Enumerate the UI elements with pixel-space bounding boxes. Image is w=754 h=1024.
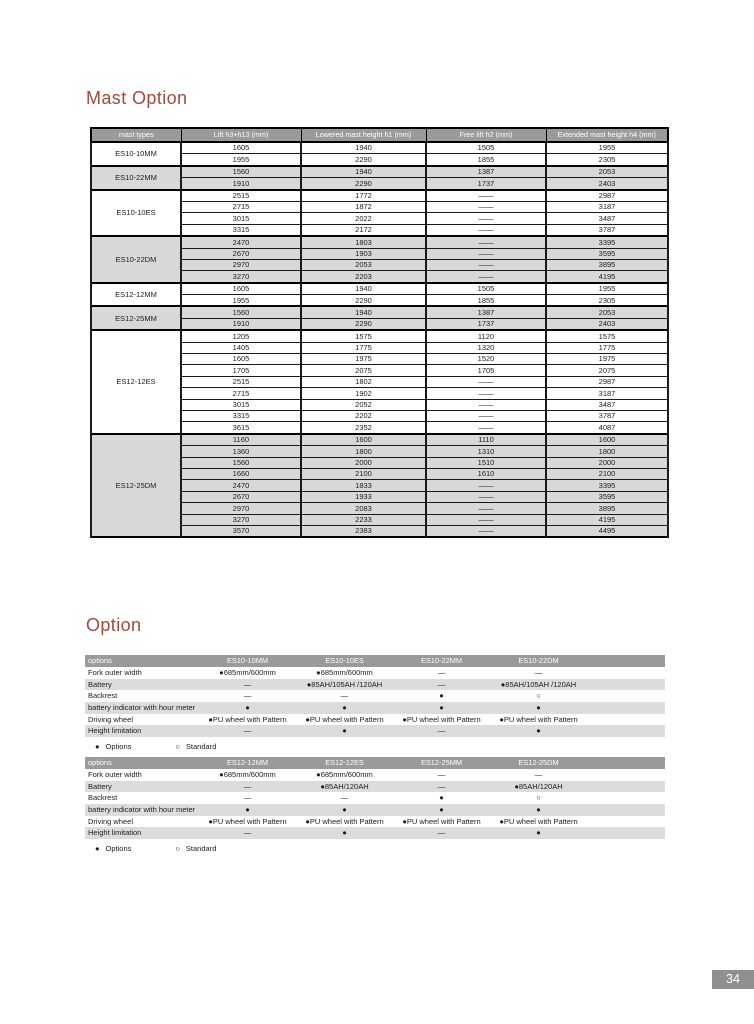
mast-value-cell: 3270 — [181, 514, 301, 525]
mast-value-cell: 2100 — [301, 468, 426, 479]
options-header-cell: options — [88, 656, 112, 665]
mast-table-row — [91, 306, 668, 318]
mast-value-cell: 2470 — [181, 480, 301, 491]
option-value-cell: ●PU wheel with Pattern — [208, 714, 287, 724]
option-value-cell: ●PU wheel with Pattern — [305, 714, 384, 724]
mast-value-cell: 1940 — [301, 306, 426, 318]
mast-value-cell: 1520 — [426, 354, 546, 365]
mast-value-cell: 2515 — [181, 376, 301, 387]
mast-value-cell: 1120 — [426, 330, 546, 342]
mast-value-cell: 1872 — [301, 201, 426, 212]
option-row-label: Fork outer width — [88, 668, 142, 677]
mast-value-cell: —— — [426, 248, 546, 259]
option-table-row — [85, 690, 665, 702]
option-value-cell: — — [437, 726, 446, 736]
row-filler-cell — [587, 804, 665, 816]
legend-item — [175, 844, 216, 853]
model-header-cell: ES12-25MM — [420, 758, 463, 767]
mast-value-cell: 2987 — [546, 190, 668, 202]
legend-label: Standard — [185, 742, 217, 752]
mast-value-cell: 2383 — [301, 525, 426, 537]
mast-value-cell: 1775 — [301, 342, 426, 353]
option-value-cell: ● — [342, 805, 347, 815]
mast-value-cell: 1387 — [426, 166, 546, 178]
option-value-cell: — — [437, 781, 446, 791]
mast-value-cell: 1955 — [181, 154, 301, 166]
mast-value-cell: —— — [426, 525, 546, 537]
option-value-cell: — — [340, 691, 349, 701]
option-row-label: Height limitation — [88, 726, 142, 736]
option-table-row — [85, 679, 665, 691]
mast-value-cell: 1705 — [426, 365, 546, 376]
row-filler-cell — [587, 769, 665, 781]
option-value-cell: — — [243, 828, 252, 838]
option-value-cell: — — [534, 668, 543, 677]
mast-table-row — [91, 190, 668, 202]
mast-value-cell: 2053 — [301, 259, 426, 270]
mast-value-cell: 2053 — [546, 306, 668, 318]
mast-value-cell: 2202 — [301, 410, 426, 421]
option-value-cell: ●85AH/105AH /120AH — [306, 679, 383, 689]
mast-value-cell: 1933 — [301, 491, 426, 502]
mast-value-cell: 1737 — [426, 178, 546, 190]
option-value-cell: ●685mm/600mm — [219, 770, 276, 779]
option-table-body — [85, 667, 665, 737]
mast-value-cell: —— — [426, 190, 546, 202]
option-value-cell: ● — [439, 703, 444, 713]
mast-value-cell: —— — [426, 213, 546, 224]
mast-value-cell: 2403 — [546, 178, 668, 190]
mast-value-cell: 2670 — [181, 248, 301, 259]
mast-value-cell: 2290 — [301, 318, 426, 330]
mast-value-cell: —— — [426, 410, 546, 421]
mast-header-cell: Extended mast height h4 (mm) — [546, 128, 668, 142]
option-value-cell: — — [340, 793, 349, 803]
mast-value-cell: 1405 — [181, 342, 301, 353]
option-value-cell: ● — [536, 703, 541, 713]
legend-label: Options — [105, 844, 132, 854]
mast-value-cell: 1605 — [181, 142, 301, 154]
option-row-label: Backrest — [88, 691, 118, 701]
option-row-label: Backrest — [88, 793, 118, 803]
option-value-cell: ●PU wheel with Pattern — [208, 816, 287, 826]
mast-value-cell: 3787 — [546, 410, 668, 421]
mast-value-cell: 3395 — [546, 236, 668, 248]
mast-value-cell: —— — [426, 376, 546, 387]
mast-value-cell: —— — [426, 514, 546, 525]
mast-value-cell: 1605 — [181, 283, 301, 295]
option-value-cell: ●PU wheel with Pattern — [499, 714, 578, 724]
option-value-cell: — — [243, 679, 252, 689]
option-section-title: Option — [86, 615, 142, 635]
mast-value-cell: —— — [426, 491, 546, 502]
mast-value-cell: 1975 — [546, 354, 668, 365]
row-filler-cell — [587, 725, 665, 737]
option-value-cell: — — [437, 679, 446, 689]
model-header-cell: ES12-12MM — [226, 758, 269, 767]
option-table-header-row — [85, 757, 665, 769]
mast-value-cell: 1955 — [181, 295, 301, 307]
option-value-cell: ● — [245, 805, 250, 815]
row-filler-cell — [587, 714, 665, 726]
option-value-cell: ● — [439, 805, 444, 815]
mast-value-cell: 3895 — [546, 259, 668, 270]
mast-value-cell: 3615 — [181, 422, 301, 434]
mast-value-cell: 1903 — [301, 248, 426, 259]
mast-value-cell: 4195 — [546, 514, 668, 525]
mast-value-cell: 3895 — [546, 503, 668, 514]
standard-marker-icon: ○ — [175, 844, 180, 854]
mast-value-cell: 1800 — [301, 446, 426, 457]
mast-value-cell: 1560 — [181, 457, 301, 468]
mast-value-cell: 2075 — [546, 365, 668, 376]
option-value-cell: ●PU wheel with Pattern — [499, 816, 578, 826]
option-value-cell: ● — [439, 793, 444, 803]
mast-value-cell: 2000 — [546, 457, 668, 468]
option-value-cell: ●85AH/120AH — [320, 781, 369, 791]
mast-value-cell: 3595 — [546, 248, 668, 259]
mast-value-cell: 3187 — [546, 201, 668, 212]
mast-header-cell: Lowered mast height h1 (mm) — [301, 128, 426, 142]
model-header-cell: ES10-10MM — [226, 656, 269, 665]
mast-value-cell: 1705 — [181, 365, 301, 376]
mast-value-cell: —— — [426, 503, 546, 514]
mast-value-cell: 2403 — [546, 318, 668, 330]
row-filler-cell — [587, 827, 665, 839]
mast-value-cell: 1320 — [426, 342, 546, 353]
header-filler-cell — [587, 655, 665, 667]
mast-value-cell: 1737 — [426, 318, 546, 330]
option-value-cell: ●85AH/105AH /120AH — [500, 679, 577, 689]
mast-value-cell: 1110 — [426, 434, 546, 446]
options-marker-icon: ● — [95, 844, 100, 854]
mast-value-cell: 1910 — [181, 318, 301, 330]
option-value-cell: — — [243, 726, 252, 736]
mast-value-cell: 1940 — [301, 142, 426, 154]
mast-value-cell: 1955 — [546, 142, 668, 154]
option-value-cell: ●PU wheel with Pattern — [305, 816, 384, 826]
option-table-legend — [85, 742, 665, 751]
model-header-cell: ES12-12ES — [325, 758, 364, 767]
mast-value-cell: 1855 — [426, 295, 546, 307]
mast-value-cell: 1800 — [546, 446, 668, 457]
mast-type-cell: ES10-10MM — [91, 142, 181, 166]
mast-value-cell: 2290 — [301, 295, 426, 307]
row-filler-cell — [587, 679, 665, 691]
mast-value-cell: 1775 — [546, 342, 668, 353]
mast-value-cell: 3787 — [546, 224, 668, 236]
mast-value-cell: 4087 — [546, 422, 668, 434]
mast-value-cell: —— — [426, 201, 546, 212]
mast-value-cell: 3187 — [546, 388, 668, 399]
mast-value-cell: 1310 — [426, 446, 546, 457]
mast-value-cell: 1387 — [426, 306, 546, 318]
mast-value-cell: 1575 — [301, 330, 426, 342]
model-header-cell: ES10-22MM — [420, 656, 463, 665]
mast-type-cell: ES12-25DM — [91, 434, 181, 538]
option-value-cell: ● — [439, 691, 444, 701]
mast-value-cell: 2305 — [546, 154, 668, 166]
mast-type-cell: ES10-10ES — [91, 190, 181, 237]
option-value-cell: ●685mm/600mm — [316, 668, 373, 677]
row-filler-cell — [587, 816, 665, 828]
mast-value-cell: 1803 — [301, 236, 426, 248]
option-table-row — [85, 816, 665, 828]
option-row-label: Driving wheel — [88, 714, 134, 724]
option-value-cell: — — [243, 781, 252, 791]
option-value-cell: ○ — [536, 793, 541, 803]
option-value-cell: — — [243, 691, 252, 701]
row-filler-cell — [587, 702, 665, 714]
mast-value-cell: 2290 — [301, 178, 426, 190]
mast-value-cell: 2470 — [181, 236, 301, 248]
option-table-legend — [85, 844, 665, 853]
option-row-label: Height limitation — [88, 828, 142, 838]
mast-type-cell: ES12-12MM — [91, 283, 181, 307]
mast-value-cell: 2670 — [181, 491, 301, 502]
mast-option-section-title: Mast Option — [86, 88, 188, 108]
option-row-label: Fork outer width — [88, 770, 142, 779]
option-table-row — [85, 792, 665, 804]
model-header-cell: ES10-22DM — [518, 656, 559, 665]
mast-value-cell: 1505 — [426, 142, 546, 154]
option-table-row — [85, 714, 665, 726]
mast-value-cell: 1940 — [301, 283, 426, 295]
mast-value-cell: 1910 — [181, 178, 301, 190]
mast-value-cell: 3395 — [546, 480, 668, 491]
options-header-cell: options — [88, 758, 112, 767]
mast-table-row — [91, 142, 668, 154]
row-filler-cell — [587, 690, 665, 702]
mast-value-cell: 2053 — [546, 166, 668, 178]
mast-value-cell: —— — [426, 388, 546, 399]
option-table-row — [85, 769, 665, 781]
mast-value-cell: 1940 — [301, 166, 426, 178]
page-number-badge: 34 — [712, 970, 754, 989]
mast-value-cell: 3315 — [181, 410, 301, 421]
row-filler-cell — [587, 667, 665, 679]
option-value-cell: — — [437, 770, 446, 779]
mast-value-cell: 1605 — [181, 354, 301, 365]
mast-value-cell: —— — [426, 480, 546, 491]
mast-value-cell: 2352 — [301, 422, 426, 434]
mast-value-cell: 4195 — [546, 271, 668, 283]
mast-value-cell: 2970 — [181, 503, 301, 514]
mast-types-header-cell: mast types — [91, 128, 181, 142]
options-marker-icon: ● — [95, 742, 100, 752]
mast-value-cell: 3015 — [181, 213, 301, 224]
mast-value-cell: 1833 — [301, 480, 426, 491]
mast-type-cell: ES12-12ES — [91, 330, 181, 434]
mast-value-cell: 1160 — [181, 434, 301, 446]
mast-value-cell: 1802 — [301, 376, 426, 387]
mast-value-cell: —— — [426, 224, 546, 236]
mast-value-cell: 1660 — [181, 468, 301, 479]
legend-item — [95, 742, 131, 751]
mast-value-cell: —— — [426, 422, 546, 434]
mast-value-cell: 1505 — [426, 283, 546, 295]
mast-value-cell: 2172 — [301, 224, 426, 236]
mast-value-cell: 3570 — [181, 525, 301, 537]
mast-value-cell: 3270 — [181, 271, 301, 283]
mast-value-cell: 2000 — [301, 457, 426, 468]
option-value-cell: — — [243, 793, 252, 803]
option-row-label: battery indicator with hour meter — [88, 703, 196, 713]
option-value-cell: ● — [245, 703, 250, 713]
mast-value-cell: —— — [426, 399, 546, 410]
mast-value-cell: 1610 — [426, 468, 546, 479]
mast-value-cell: 3487 — [546, 213, 668, 224]
mast-value-cell: 3487 — [546, 399, 668, 410]
standard-marker-icon: ○ — [175, 742, 180, 752]
option-table-body — [85, 769, 665, 839]
mast-value-cell: 2052 — [301, 399, 426, 410]
mast-type-cell: ES10-22MM — [91, 166, 181, 190]
legend-item — [175, 742, 216, 751]
option-table-row — [85, 781, 665, 793]
model-header-cell: ES10-10ES — [325, 656, 364, 665]
mast-value-cell: 1510 — [426, 457, 546, 468]
model-header-cell: ES12-25DM — [518, 758, 559, 767]
mast-type-cell: ES10-22DM — [91, 236, 181, 283]
mast-value-cell: —— — [426, 271, 546, 283]
option-value-cell: ● — [536, 828, 541, 838]
mast-value-cell: 1575 — [546, 330, 668, 342]
option-value-cell: — — [437, 828, 446, 838]
mast-table-row — [91, 434, 668, 446]
mast-value-cell: 2970 — [181, 259, 301, 270]
mast-value-cell: 1360 — [181, 446, 301, 457]
option-row-label: Driving wheel — [88, 816, 134, 826]
mast-value-cell: 2203 — [301, 271, 426, 283]
mast-type-cell: ES12-25MM — [91, 306, 181, 330]
mast-value-cell: 3015 — [181, 399, 301, 410]
mast-option-table — [90, 127, 669, 538]
option-row-label: battery indicator with hour meter — [88, 805, 196, 815]
mast-value-cell: —— — [426, 259, 546, 270]
mast-value-cell: 2290 — [301, 154, 426, 166]
option-value-cell: ●685mm/600mm — [219, 668, 276, 677]
mast-table-row — [91, 236, 668, 248]
mast-value-cell: 2987 — [546, 376, 668, 387]
mast-table-row — [91, 283, 668, 295]
row-filler-cell — [587, 781, 665, 793]
option-table-row — [85, 827, 665, 839]
option-value-cell: ● — [536, 805, 541, 815]
option-value-cell: — — [534, 770, 543, 779]
mast-value-cell: 1772 — [301, 190, 426, 202]
option-value-cell: — — [437, 668, 446, 677]
option-table-row — [85, 725, 665, 737]
row-filler-cell — [587, 792, 665, 804]
mast-value-cell: 3595 — [546, 491, 668, 502]
mast-option-table-grid — [90, 127, 669, 538]
option-value-cell: ● — [536, 726, 541, 736]
mast-header-cell: Lift h3+h13 (mm) — [181, 128, 301, 142]
option-value-cell: ●PU wheel with Pattern — [402, 816, 481, 826]
mast-value-cell: 1902 — [301, 388, 426, 399]
mast-value-cell: 2022 — [301, 213, 426, 224]
legend-item — [95, 844, 131, 853]
mast-value-cell: 2100 — [546, 468, 668, 479]
mast-value-cell: 2233 — [301, 514, 426, 525]
option-value-cell: ●85AH/120AH — [514, 781, 563, 791]
mast-header-cell: Free lift h2 (mm) — [426, 128, 546, 142]
mast-value-cell: —— — [426, 236, 546, 248]
mast-value-cell: 2305 — [546, 295, 668, 307]
option-table-es12 — [85, 757, 665, 853]
mast-value-cell: 1600 — [301, 434, 426, 446]
mast-value-cell: 1205 — [181, 330, 301, 342]
option-value-cell: ●PU wheel with Pattern — [402, 714, 481, 724]
option-value-cell: ●685mm/600mm — [316, 770, 373, 779]
mast-value-cell: 1560 — [181, 166, 301, 178]
mast-value-cell: 2715 — [181, 388, 301, 399]
option-value-cell: ● — [342, 703, 347, 713]
mast-value-cell: 1975 — [301, 354, 426, 365]
option-value-cell: ● — [342, 726, 347, 736]
mast-value-cell: 2715 — [181, 201, 301, 212]
option-table-es10 — [85, 655, 665, 751]
mast-value-cell: 1855 — [426, 154, 546, 166]
mast-value-cell: 2083 — [301, 503, 426, 514]
mast-value-cell: 1600 — [546, 434, 668, 446]
mast-table-header-row — [91, 128, 668, 142]
option-row-label: Battery — [88, 679, 112, 689]
option-table-header-row — [85, 655, 665, 667]
option-table-row — [85, 804, 665, 816]
option-value-cell: ○ — [536, 691, 541, 701]
mast-value-cell: 3315 — [181, 224, 301, 236]
legend-label: Standard — [185, 844, 217, 854]
mast-value-cell: 1955 — [546, 283, 668, 295]
option-table-row — [85, 667, 665, 679]
mast-value-cell: 1560 — [181, 306, 301, 318]
legend-label: Options — [105, 742, 132, 752]
mast-value-cell: 2075 — [301, 365, 426, 376]
option-row-label: Battery — [88, 781, 112, 791]
mast-table-row — [91, 330, 668, 342]
mast-table-row — [91, 166, 668, 178]
option-value-cell: ● — [342, 828, 347, 838]
mast-value-cell: 2515 — [181, 190, 301, 202]
option-table-row — [85, 702, 665, 714]
header-filler-cell — [587, 757, 665, 769]
mast-value-cell: 4495 — [546, 525, 668, 537]
